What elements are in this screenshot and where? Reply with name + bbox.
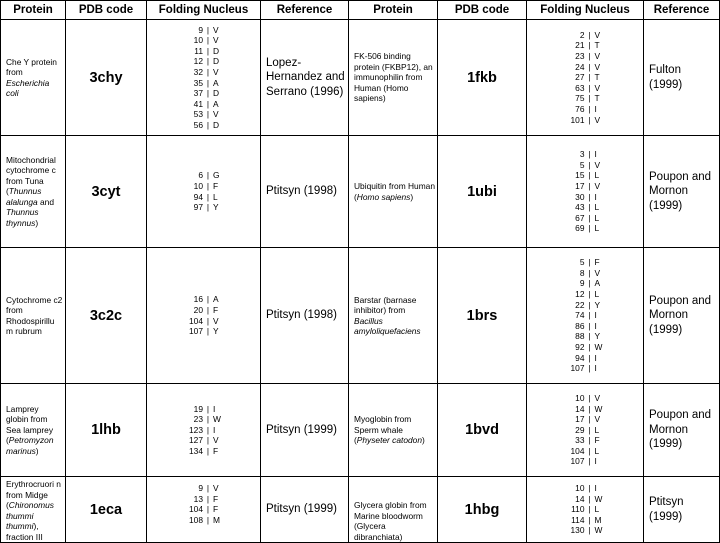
protein-text: Erythrocruori n from Midge (	[6, 479, 61, 510]
nucleus-residue: 15 | L	[575, 170, 600, 181]
nucleus-residue: 10 | V	[193, 35, 219, 46]
nucleus-residue: 17 | V	[575, 414, 601, 425]
nucleus-residue: 94 | I	[575, 352, 597, 363]
nucleus-residue: 92 | W	[575, 341, 603, 352]
protein-text: Cytochrome c2 from Rhodospirillu m rubrum	[6, 294, 63, 336]
nucleus-residue: 94 | L	[193, 191, 218, 202]
pdb-code-cell: 1ubi	[438, 136, 527, 248]
reference-cell: Ptitsyn (1998)	[261, 136, 349, 248]
nucleus-residue: 10 | F	[193, 180, 219, 191]
table-row	[1, 248, 720, 384]
protein-text: Barstar (barnase inhibitor) from	[354, 294, 417, 315]
protein-cell	[1, 248, 66, 384]
nucleus-residue: 130 | W	[570, 525, 603, 536]
nucleus-residue: 23 | V	[575, 51, 601, 62]
nucleus-residue: 20 | F	[193, 304, 219, 315]
pdb-code-cell: 1eca	[66, 477, 147, 543]
protein-text: Myoglobin from Sperm whale (	[354, 414, 412, 446]
protein-text: Ubiquitin from Human (	[354, 181, 435, 202]
folding-nucleus-cell	[527, 136, 644, 248]
species-name: Chironomus thummi thummi	[6, 500, 54, 531]
folding-nucleus-cell	[527, 20, 644, 136]
header-row	[1, 1, 720, 20]
nucleus-residue: 88 | Y	[575, 331, 601, 342]
nucleus-residue: 97 | Y	[193, 202, 219, 213]
species-name: Thunnus thynnus	[6, 207, 39, 228]
nucleus-residue: 17 | V	[575, 180, 601, 191]
nucleus-residue: 12 | D	[193, 56, 220, 67]
nucleus-residue: 29 | L	[575, 424, 600, 435]
reference-cell: Lopez-Hernandez and Serrano (1996)	[261, 20, 349, 136]
table-row	[1, 136, 720, 248]
nucleus-residue: 24 | V	[575, 61, 601, 72]
protein-text: FK-506 binding protein (FKBP12), an immunophilin from Human (Homo sapiens)	[354, 51, 433, 104]
nucleus-residue: 23 | W	[193, 414, 221, 425]
nucleus-residue: 5 | V	[579, 159, 601, 170]
nucleus-residue: 33 | F	[575, 435, 600, 446]
nucleus-residue: 67 | L	[575, 212, 600, 223]
table-row	[1, 20, 720, 136]
nucleus-residue: 10 | I	[575, 483, 597, 493]
species-name: Physeter catodon	[356, 435, 422, 446]
col-header-reference-right: Reference	[644, 1, 720, 20]
nucleus-residue: 41 | A	[193, 98, 219, 109]
nucleus-residue: 6 | G	[198, 170, 220, 181]
nucleus-residue: 43 | L	[575, 202, 600, 213]
reference-cell: Poupon and Mornon (1999)	[644, 384, 720, 477]
protein-text: )	[410, 191, 414, 202]
nucleus-residue: 35 | A	[193, 77, 219, 88]
species-name: Homo sapiens	[356, 191, 411, 202]
pdb-code-cell: 1bvd	[438, 384, 527, 477]
nucleus-residue: 9 | V	[198, 483, 219, 493]
nucleus-residue: 32 | V	[193, 66, 219, 77]
nucleus-residue: 5 | F	[579, 257, 600, 268]
species-name: Bacillus amyloliquefaciens	[354, 315, 421, 336]
col-header-reference-left: Reference	[261, 1, 349, 20]
reference-cell: Fulton (1999)	[644, 20, 720, 136]
reference-cell: Ptitsyn (1998)	[261, 248, 349, 384]
col-header-protein-right: Protein	[349, 1, 438, 20]
col-header-pdb-code-left: PDB code	[66, 1, 147, 20]
col-header-pdb-code-right: PDB code	[438, 1, 527, 20]
nucleus-residue: 16 | A	[193, 294, 219, 305]
reference-cell: Poupon and Mornon (1999)	[644, 248, 720, 384]
nucleus-residue: 123 | I	[189, 424, 216, 435]
nucleus-residue: 8 | V	[579, 267, 601, 278]
nucleus-residue: 69 | L	[575, 223, 600, 234]
protein-text: )	[35, 217, 39, 228]
nucleus-residue: 76 | I	[575, 103, 597, 114]
folding-nucleus-cell	[147, 477, 261, 543]
nucleus-residue: 14 | W	[575, 403, 603, 414]
folding-nucleus-cell	[527, 248, 644, 384]
nucleus-residue: 2 | V	[579, 29, 601, 40]
protein-text: )	[35, 445, 39, 456]
protein-cell	[1, 384, 66, 477]
protein-cell	[1, 136, 66, 248]
nucleus-residue: 53 | V	[193, 109, 219, 120]
folding-nucleus-cell	[147, 384, 261, 477]
protein-text: Glycera globin from Marine bloodworm (Glycera dibranchiata)	[354, 500, 427, 542]
pdb-code-cell: 1hbg	[438, 477, 527, 543]
species-name: Thunnus alalunga	[6, 186, 42, 207]
reference-cell: Ptitsyn (1999)	[261, 477, 349, 543]
protein-cell	[1, 20, 66, 136]
species-name: Escherichia coli	[6, 77, 50, 98]
protein-cell	[349, 136, 438, 248]
nucleus-residue: 22 | Y	[575, 299, 601, 310]
table-row	[1, 384, 720, 477]
protein-cell	[349, 384, 438, 477]
nucleus-residue: 3 | I	[579, 149, 597, 160]
nucleus-residue: 30 | I	[575, 191, 597, 202]
nucleus-residue: 10 | V	[575, 392, 601, 403]
protein-text: Che Y protein from	[6, 56, 57, 77]
protein-cell	[349, 477, 438, 543]
reference-cell: Poupon and Mornon (1999)	[644, 136, 720, 248]
protein-cell	[349, 248, 438, 384]
nucleus-residue: 86 | I	[575, 320, 597, 331]
protein-cell	[349, 20, 438, 136]
protein-text: and	[37, 196, 54, 207]
nucleus-residue: 27 | T	[575, 72, 600, 83]
nucleus-residue: 104 | F	[189, 504, 219, 515]
pdb-code-cell: 1lhb	[66, 384, 147, 477]
pdb-code-cell: 1brs	[438, 248, 527, 384]
pdb-code-cell: 3cyt	[66, 136, 147, 248]
nucleus-residue: 101 | V	[570, 114, 601, 125]
col-header-folding-nucleus-left: Folding Nucleus	[147, 1, 261, 20]
nucleus-residue: 104 | V	[189, 315, 219, 326]
folding-nucleus-cell	[147, 136, 261, 248]
nucleus-residue: 114 | M	[571, 514, 602, 525]
protein-cell	[1, 477, 66, 543]
nucleus-residue: 75 | T	[575, 93, 600, 104]
folding-nucleus-cell	[147, 20, 261, 136]
folding-nucleus-cell	[527, 384, 644, 477]
nucleus-residue: 134 | F	[189, 445, 219, 456]
nucleus-residue: 107 | I	[570, 456, 597, 467]
nucleus-residue: 63 | V	[575, 82, 601, 93]
nucleus-residue: 21 | T	[575, 40, 600, 51]
reference-cell: Ptitsyn (1999)	[261, 384, 349, 477]
table-row	[1, 477, 720, 543]
reference-cell: Ptitsyn (1999)	[644, 477, 720, 543]
protein-text: Mitochondrial cytochrome c from Tuna (	[6, 154, 56, 197]
nucleus-residue: 11 | D	[194, 45, 220, 56]
col-header-protein-left: Protein	[1, 1, 66, 20]
nucleus-residue: 37 | D	[193, 88, 220, 99]
nucleus-residue: 19 | I	[193, 403, 216, 414]
nucleus-residue: 127 | V	[189, 435, 219, 446]
nucleus-residue: 56 | D	[193, 119, 220, 130]
nucleus-residue: 107 | I	[570, 363, 597, 374]
nucleus-residue: 108 | M	[189, 514, 220, 525]
nucleus-residue: 107 | Y	[189, 326, 219, 337]
nucleus-residue: 110 | L	[571, 504, 600, 515]
nucleus-residue: 13 | F	[193, 493, 219, 504]
nucleus-residue: 104 | L	[570, 445, 600, 456]
nucleus-residue: 74 | I	[575, 310, 597, 321]
folding-nucleus-cell	[147, 248, 261, 384]
nucleus-residue: 9 | A	[579, 278, 601, 289]
pdb-code-cell: 3c2c	[66, 248, 147, 384]
nucleus-residue: 14 | W	[575, 493, 603, 504]
nucleus-residue: 9 | V	[198, 24, 219, 35]
pdb-code-cell: 3chy	[66, 20, 147, 136]
protein-text: )	[421, 435, 425, 446]
pdb-code-cell: 1fkb	[438, 20, 527, 136]
protein-text: Lamprey globin from Sea lamprey (	[6, 403, 54, 446]
col-header-folding-nucleus-right: Folding Nucleus	[527, 1, 644, 20]
nucleus-residue: 12 | L	[575, 289, 600, 300]
folding-nucleus-cell	[527, 477, 644, 543]
protein-text: ), fraction III	[6, 521, 43, 542]
species-name: Petromyzon marinus	[6, 435, 54, 456]
